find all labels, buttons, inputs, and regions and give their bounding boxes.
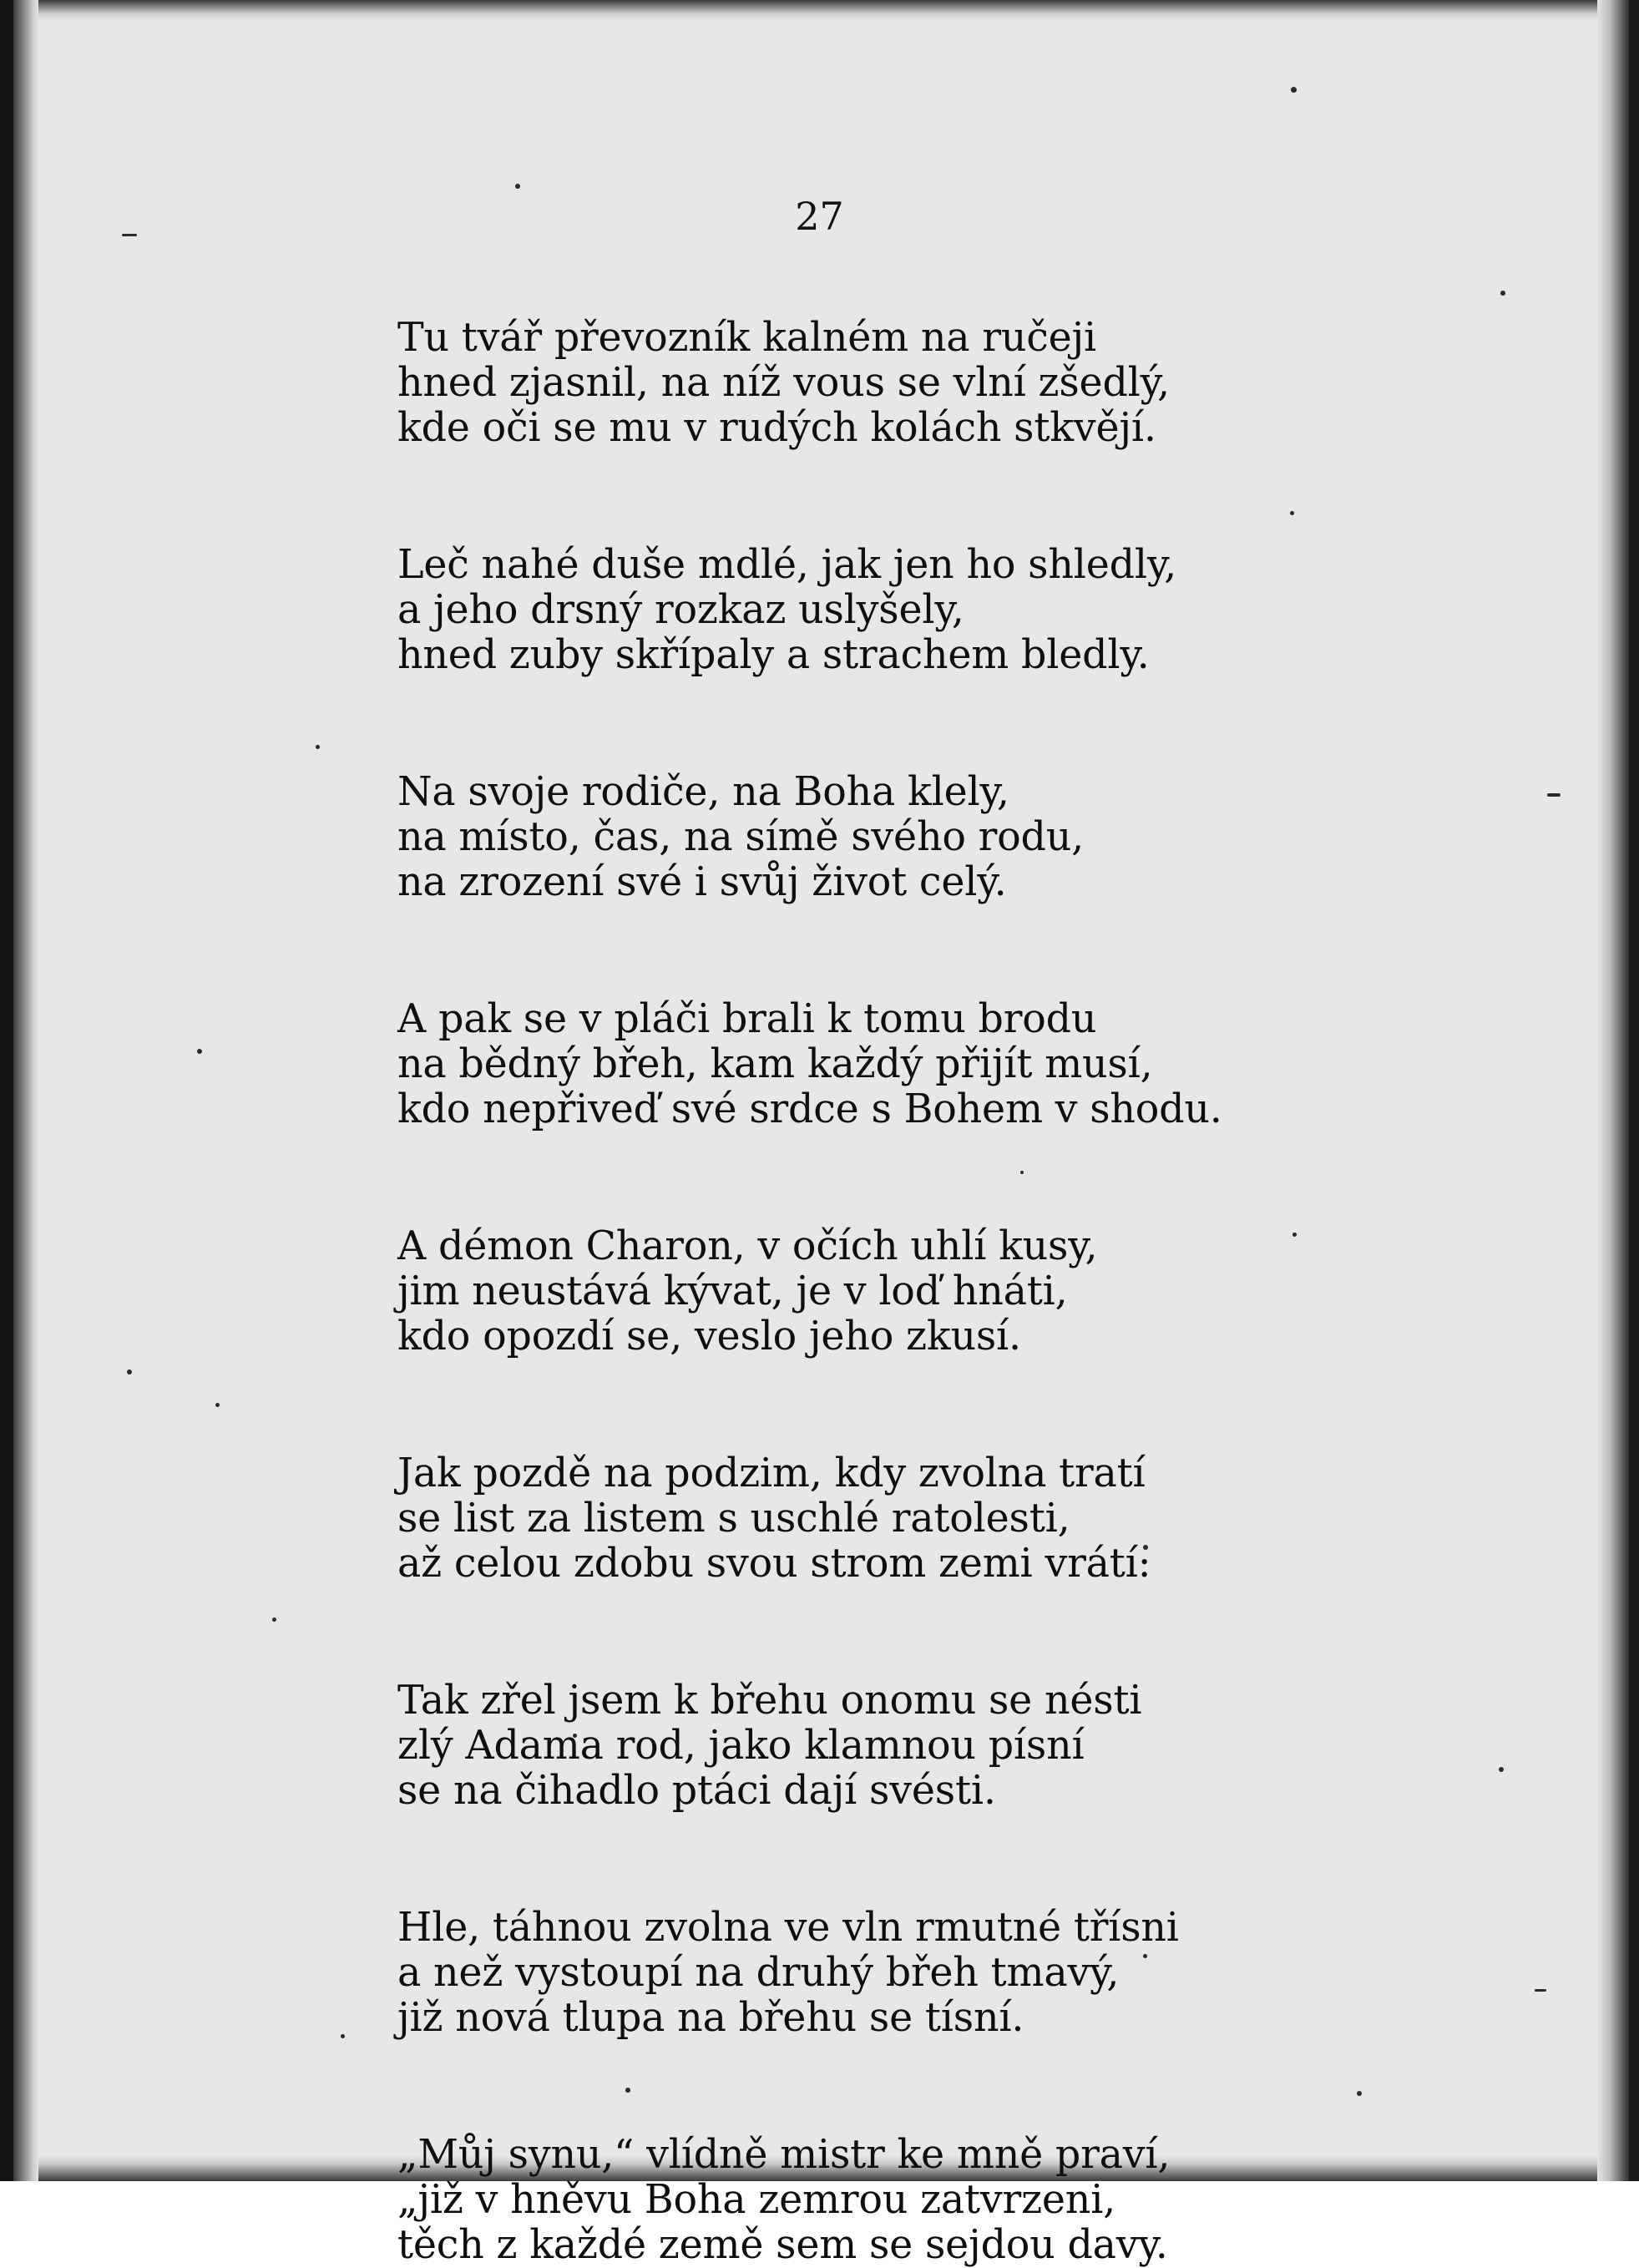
scan-edge-top <box>0 0 1639 20</box>
dust-speck <box>1290 511 1294 515</box>
dust-speck <box>215 1403 220 1407</box>
verse-line: hned zuby skřípaly a strachem bledly. <box>397 632 1150 678</box>
dust-speck <box>127 1369 132 1374</box>
verse-line: Tu tvář převozník kalném na ručeji <box>397 315 1097 361</box>
verse-line: se list za listem s uschlé ratolesti, <box>397 1496 1070 1542</box>
stanza <box>397 1906 1232 2041</box>
verse-line: kde oči se mu v rudých kolách stkvějí. <box>397 405 1156 451</box>
verse-line: a než vystoupí na druhý břeh tmavý, <box>397 1950 1120 1996</box>
verse-line: jim neustává kývat, je v loď hnáti, <box>397 1268 1068 1314</box>
verse-line: kdo nepřiveď své srdce s Bohem v shodu. <box>397 1086 1222 1132</box>
scan-edge-right <box>1629 0 1639 2181</box>
dust-speck <box>1292 1233 1297 1237</box>
dust-speck <box>272 1617 276 1622</box>
verse-line: A pak se v pláči brali k tomu brodu <box>397 996 1097 1042</box>
verse-line: na místo, čas, na símě svého rodu, <box>397 814 1085 860</box>
verse-line: se na čihadlo ptáci dají svésti. <box>397 1768 996 1814</box>
verse-line: na bědný břeh, kam každý přijít musí, <box>397 1041 1153 1087</box>
verse-line: Leč nahé duše mdlé, jak jen ho shledly, <box>397 542 1177 588</box>
stanza <box>397 1451 1232 1587</box>
scan-shadow-left <box>13 0 38 2181</box>
dust-speck <box>1499 1767 1504 1772</box>
verse-line: Jak pozdě na podzim, kdy zvolna tratí <box>397 1450 1146 1496</box>
verse-line: Na svoje rodiče, na Boha klely, <box>397 769 1009 815</box>
verse-line: zlý Adama rod, jako klamnou písní <box>397 1723 1085 1769</box>
dust-speck <box>316 745 320 749</box>
verse-line: a jeho drsný rozkaz uslyšely, <box>397 587 964 633</box>
verse-line: „již v hněvu Boha zemrou zatvrzeni, <box>397 2177 1116 2223</box>
dust-speck <box>341 2034 345 2038</box>
dust-speck <box>1357 2091 1362 2096</box>
stanza <box>397 2133 1232 2268</box>
verse-line: „Můj synu,“ vlídně mistr ke mně praví, <box>397 2132 1171 2178</box>
scan-shadow-right <box>1597 0 1629 2181</box>
stanza <box>397 1678 1232 1814</box>
verse-line: těch z každé země sem se sejdou davy. <box>397 2222 1168 2268</box>
verse-line: Hle, táhnou zvolna ve vln rmutné třísni <box>397 1905 1179 1951</box>
dust-speck <box>1547 793 1561 797</box>
scan-edge-left <box>0 0 13 2181</box>
verse-line: A démon Charon, v očích uhlí kusy, <box>397 1223 1098 1269</box>
stanza <box>397 770 1232 905</box>
verse-line: na zrození své i svůj život celý. <box>397 859 1007 905</box>
dust-speck <box>515 184 520 189</box>
verse-line: až celou zdobu svou strom zemi vrátí: <box>397 1541 1151 1587</box>
verse-line: již nová tlupa na břehu se tísní. <box>397 1995 1024 2041</box>
verse-line: Tak zřel jsem k břehu onomu se nésti <box>397 1678 1142 1724</box>
stanza <box>397 316 1232 451</box>
dust-speck <box>1535 1989 1546 1992</box>
verse-line: kdo opozdí se, veslo jeho zkusí. <box>397 1314 1021 1359</box>
stanza <box>397 543 1232 678</box>
dust-speck <box>1500 291 1505 296</box>
poem-text <box>397 316 1232 2268</box>
verse-line: hned zjasnil, na níž vous se vlní zšedlý, <box>397 360 1170 406</box>
stanza <box>397 1224 1232 1359</box>
dust-speck <box>1291 87 1297 93</box>
stanza <box>397 997 1232 1132</box>
page-number: 27 <box>795 194 844 239</box>
dust-speck <box>197 1049 202 1054</box>
